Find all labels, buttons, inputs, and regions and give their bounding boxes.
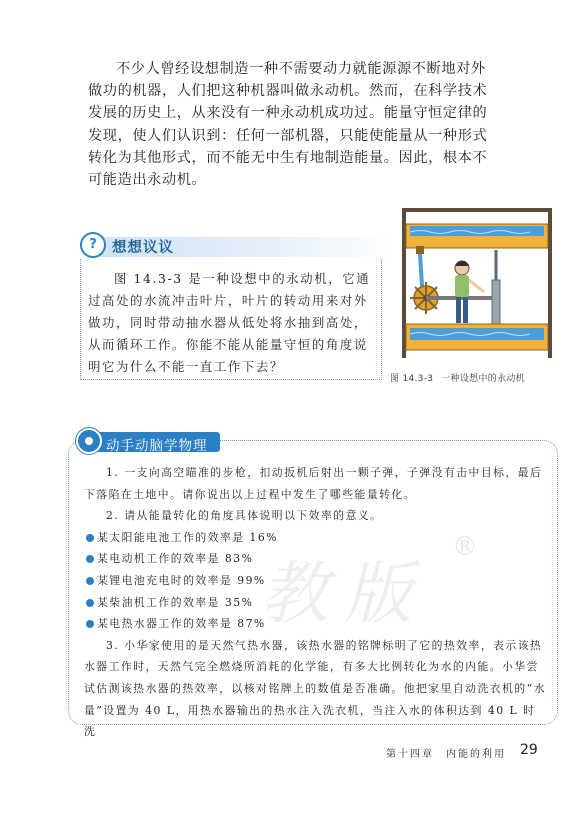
question-1: 1. 一支向高空瞄准的步枪，扣动扳机后射出一颗子弹，子弹没有击中目标，最后下落陷在土地中。请你说出以上过程中发生了哪些能量转化。 <box>84 466 543 501</box>
efficiency-text: 某电热水器工作的效率是 87% <box>97 617 266 631</box>
thinking-face-icon: ? <box>80 232 106 258</box>
efficiency-item <box>84 527 546 549</box>
activity-header <box>76 428 336 454</box>
efficiency-text: 某太阳能电池工作的效率是 16% <box>97 530 278 544</box>
perpetual-motion-illustration <box>388 206 564 366</box>
bullet-icon <box>86 599 94 607</box>
question-2: 2. 请从能量转化的角度具体说明以下效率的意义。 <box>106 509 383 523</box>
efficiency-item <box>84 592 546 614</box>
efficiency-item <box>84 548 546 570</box>
activity-title: 动手动脑学物理 <box>106 438 208 454</box>
efficiency-item <box>84 570 546 592</box>
registered-mark: ® <box>452 532 478 562</box>
bullet-icon <box>86 620 94 628</box>
bullet-icon <box>86 534 94 542</box>
efficiency-text: 某柴油机工作的效率是 35% <box>97 595 254 609</box>
perpetual-motion-figure <box>388 206 564 366</box>
think-discuss-text: 图 14.3-3 是一种设想中的永动机，它通过高处的水流冲击叶片，叶片的转动用来对外做功，同时带动抽水器从低处将水抽到高处，从而循环工作。你能不能从能量守恒的角度说明它为什么不能一直工作下去？ <box>88 271 371 374</box>
think-discuss-header <box>80 232 380 258</box>
efficiency-text: 某锂电池充电时的效率是 99% <box>97 573 266 587</box>
think-discuss-body <box>88 268 374 378</box>
intro-text: 不少人曾经设想制造一种不需要动力就能源源不断地对外做功的机器，人们把这种机器叫做永动机。然而，在科学技术发展的历史上，从来没有一种永动机成功过。能量守恒定律的发现，使人们认识到：任何一部机器，只能使能量从一种形式转化为其他形式，而不能无中生有地制造能量。因此，根本不可能造出永动机。 <box>88 61 488 189</box>
bullet-icon <box>86 577 94 585</box>
efficiency-text: 某电动机工作的效率是 83% <box>97 552 254 566</box>
chapter-footer: 第十四章 内能的利用 <box>386 749 506 760</box>
figure-label: 图 14.3-3 <box>390 374 434 384</box>
efficiency-item <box>84 613 546 635</box>
publisher-watermark: 教版 <box>260 555 429 634</box>
page-number: 29 <box>520 742 538 758</box>
figure-caption-text: 一种设想中的永动机 <box>441 374 525 384</box>
bullet-icon <box>86 555 94 563</box>
intro-paragraph <box>88 58 492 191</box>
figure-caption <box>390 371 533 384</box>
think-discuss-title: 想想议议 <box>112 240 174 256</box>
target-dot-icon <box>76 428 102 454</box>
question-3: 3. 小华家使用的是天然气热水器，该热水器的铭牌标明了它的热效率，表示该热水器工作时，天然气完全燃烧所消耗的化学能，有多大比例转化为水的内能。小华尝试估测该热水器的热效率，以核对铭牌上的数值是否准确。他把家里自动洗衣机的“水量”设置为 40 L，用热水器输出的热水注入洗衣机，当注入水的体积达到 40 L 时洗 <box>84 638 547 739</box>
activity-body <box>84 462 546 743</box>
